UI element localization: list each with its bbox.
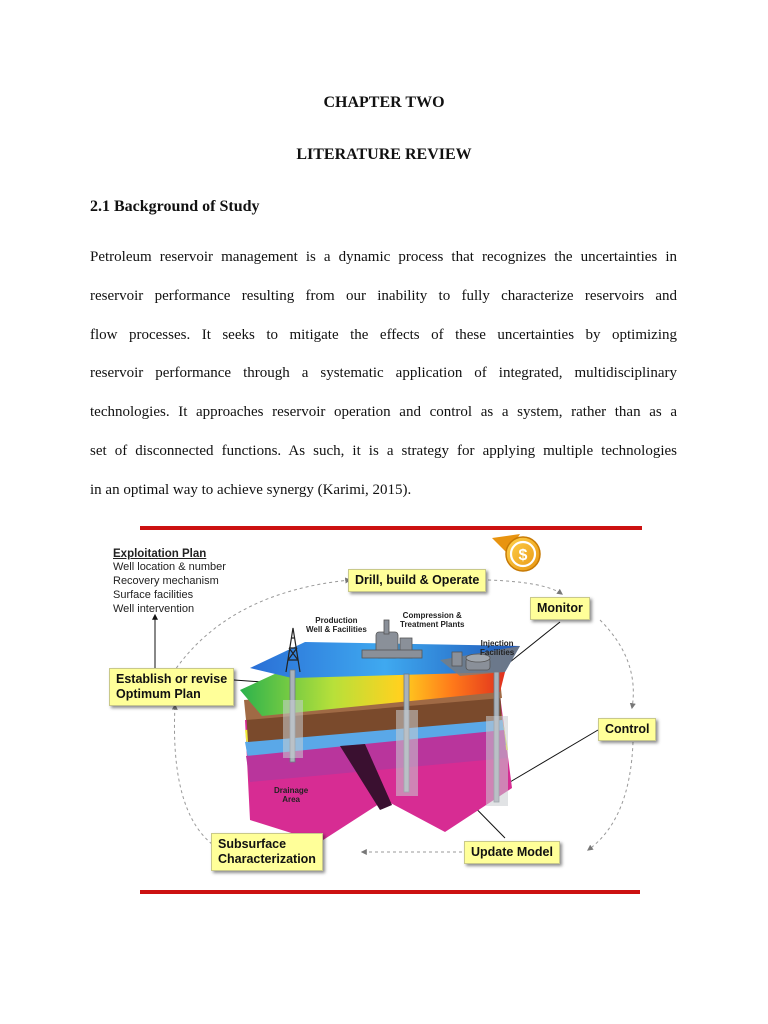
- production-label-line-1: Production: [315, 616, 358, 625]
- dollar-coin-icon: [492, 534, 540, 571]
- drainage-label-line-2: Area: [282, 795, 301, 804]
- establish-optimum-plan-box: [109, 668, 234, 706]
- exploitation-plan-item: Well location & number: [113, 561, 226, 573]
- injection-label-line-1: Injection: [480, 639, 514, 648]
- drill-build-operate-box: Drill, build & Operate: [348, 569, 486, 592]
- paragraph-line: flow processes. It seeks to mitigate the effects of these uncertainties by optimizing: [90, 326, 677, 343]
- paragraph-line: technologies. It approaches reservoir operation and control as a system, rather than as a: [90, 404, 677, 421]
- paragraph-line: reservoir performance through a systematic application of integrated, multidisciplinary: [90, 365, 677, 382]
- update-model-box: Update Model: [464, 841, 560, 864]
- chapter-title: CHAPTER TWO: [323, 94, 445, 111]
- section-title: LITERATURE REVIEW: [296, 146, 472, 163]
- paragraph-line: Petroleum reservoir management is a dynamic process that recognizes the uncertainties in: [90, 249, 677, 265]
- establish-line-2: Optimum Plan: [116, 687, 201, 701]
- drainage-label-line-1: Drainage: [274, 786, 309, 795]
- exploitation-plan-item: Surface facilities: [113, 589, 194, 601]
- paragraph-line: reservoir performance resulting from our inability to fully characterize reservoirs and: [90, 287, 677, 304]
- exploitation-plan-item: Well intervention: [113, 603, 195, 615]
- svg-text:$: $: [518, 547, 528, 564]
- exploitation-plan-title: Exploitation Plan: [113, 548, 207, 560]
- compression-label-line-1: Compression &: [402, 611, 462, 620]
- production-label-line-2: Well & Facilities: [306, 625, 367, 634]
- paragraph-line: in an optimal way to achieve synergy (Karimi, 2015).: [90, 481, 412, 498]
- subsurface-characterization-box: [211, 833, 323, 871]
- injection-label-line-2: Facilities: [480, 648, 515, 657]
- body-paragraph: [90, 247, 677, 519]
- compression-label-line-2: Treatment Plants: [400, 620, 465, 629]
- injection-label: [480, 639, 514, 657]
- compression-label: [400, 611, 464, 629]
- drainage-label: [274, 786, 308, 804]
- subsurface-line-2: Characterization: [218, 852, 316, 866]
- monitor-box: Monitor: [530, 597, 590, 620]
- establish-line-1: Establish or revise: [116, 672, 228, 686]
- subsection-heading: 2.1 Background of Study: [90, 198, 260, 215]
- bottom-red-rule: [140, 890, 640, 894]
- control-box: Control: [598, 718, 656, 741]
- exploitation-plan: [113, 548, 226, 616]
- reservoir-management-figure: [0, 520, 768, 900]
- exploitation-plan-item: Recovery mechanism: [113, 575, 219, 587]
- paragraph-line: set of disconnected functions. As such, it is a strategy for applying multiple technologies: [90, 442, 677, 459]
- subsurface-line-1: Subsurface: [218, 837, 287, 851]
- top-red-rule: [140, 526, 642, 530]
- production-label: [306, 616, 367, 634]
